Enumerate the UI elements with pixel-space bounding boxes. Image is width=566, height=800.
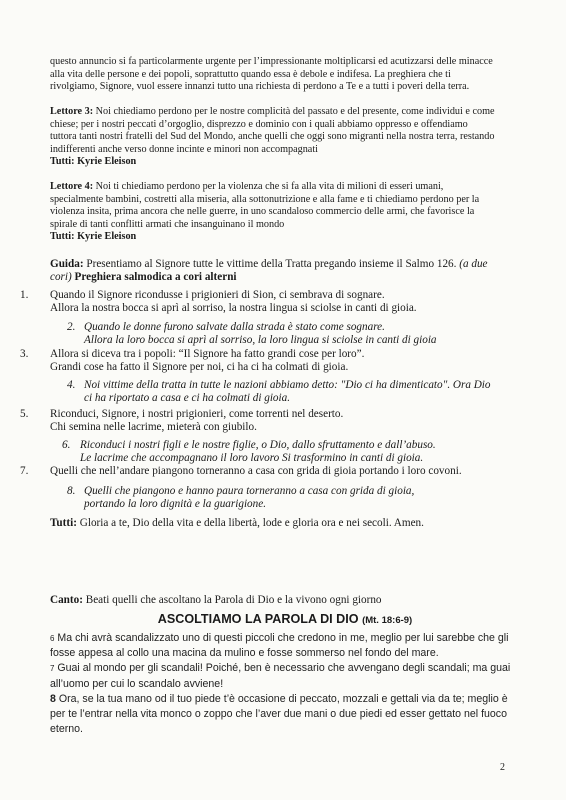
verse-line: Guai al mondo per gli scandali! Poiché, ben è necessario che avvengano degli scandali; ma guai [57,662,511,675]
psalm-number: 2. [67,321,76,333]
psalm-number: 3. [20,348,29,360]
psalm-line: Quando le donne furono salvate dalla strada è stato come sognare. [84,321,385,333]
verse-line: eterno. [50,723,83,736]
verse-number: 8 [50,692,56,705]
reader4-line: Noi ti chiediamo perdono per la violenza che si fa alla vita di milioni di esseri umani, [95,181,444,192]
reader4-label: Lettore 4: [50,181,94,192]
reader3-line: indifferenti anche verso donne incinte e minori non accompagnati [50,143,318,155]
psalm-line: Le lacrime che accompagnano il loro lavoro Si trasformino in canti di gioia. [80,452,424,464]
psalm-number: 7. [20,465,29,477]
song-text: Beati quelli che ascoltano la Parola di Dio e la vivono ogni giorno [85,594,382,606]
reader3-response: Tutti: Kyrie Eleison [50,156,137,168]
intro-line: rivolgiamo, Signore, vuol essere innanzi tutto una richiesta di perdono a Te e a tutti i poveri della terra. [50,81,470,93]
reader4-paragraph [50,181,518,244]
psalm-line: Chi semina nelle lacrime, mieterà con giubilo. [50,421,257,433]
psalm-verse [84,321,554,347]
song-line [50,594,520,607]
doxology-label: Tutti: [50,517,77,529]
reader4-line: spirale di tanti conflitti armati che insanguinano il mondo [50,218,285,230]
intro-paragraph [50,56,518,94]
verse-line: per te l’entrar nella vita monco o zoppo che l’aver due mani o due piedi ed esser gettato nel fuoco [50,708,507,721]
psalm-verse [84,379,524,405]
psalm-verse [50,408,520,434]
verse-line: Ma chi avrà scandalizzato uno di questi piccoli che credono in me, meglio per lui sarebbe che gli [57,632,509,644]
verse-line: all’uomo per cui lo scandalo avviene! [50,677,224,690]
doxology-text: Gloria a te, Dio della vita e della libertà, lode e gloria ora e nei secoli. Amen. [79,517,424,529]
psalm-number: 1. [20,289,29,301]
psalm-line: Noi vittime della tratta in tutte le nazioni abbiamo detto: "Dio ci ha dimenticato". Ora Dio [84,379,491,391]
psalm-verse [80,439,550,465]
reader3-line: chiese; per i nostri peccati d’orgoglio, disprezzo e dominio con i quali abbiamo oppresso e offendiamo [50,118,468,130]
verse-line: Ora, se la tua mano od il tuo piede t’è occasione di peccato, mozzali e gettali via da te; meglio è [58,692,508,705]
guide-text: Presentiamo al Signore tutte le vittime della Tratta pregando insieme il Salmo 126. [86,258,457,270]
psalm-number: 6. [62,439,71,451]
psalm-verse [50,289,520,315]
reader3-paragraph [50,106,518,169]
guide-heading: Preghiera salmodica a cori alterni [74,271,237,283]
psalm-number: 8. [67,485,76,497]
reader4-line: specialmente bambini, costretti alla miseria, alla sottonutrizione e alla fame e ti chiediamo perdono per la [50,193,480,205]
reader3-line: tuttora tanti nostri fratelli del Sud del Mondo, anche quelli che oggi sono migranti nella nostra terra, restando [50,131,495,143]
psalm-verse [84,485,554,511]
psalm-line: Allora la nostra bocca si aprì al sorriso, la nostra lingua si sciolse in canti di gioia. [50,302,417,314]
psalm-number: 5. [20,408,29,420]
psalm-line: Quando il Signore ricondusse i prigionieri di Sion, ci sembrava di sognare. [50,289,385,301]
psalm-line: ci ha riportato a casa e ci ha colmati di gioia. [84,392,291,404]
psalm-line: Riconduci, Signore, i nostri prigionieri, come torrenti nel deserto. [50,408,344,420]
reading-verses [50,631,520,737]
intro-line: questo annuncio si fa particolarmente urgente per l’impressionante moltiplicarsi ed acutizzarsi delle minacce [50,56,493,67]
guide-paragraph [50,258,520,284]
page-number: 2 [500,762,505,773]
reading-title [50,612,520,626]
verse-line: fosse appesa al collo una macina da mulino e fosse sommerso nel fondo del mare. [50,647,439,660]
psalm-line: Allora la loro bocca si aprì al sorriso, la loro lingua si sciolse in canti di gioia [84,334,437,346]
doxology [50,517,520,530]
psalm-line: Grandi cose ha fatto il Signore per noi, ci ha ci ha colmati di gioia. [50,361,349,373]
psalm-number: 4. [67,379,76,391]
guide-note: cori) [50,271,72,283]
psalm-verse [50,348,520,374]
guide-label: Guida: [50,258,84,270]
verse-number: 6 [50,634,55,643]
reader3-label: Lettore 3: [50,106,94,117]
reading-reference: (Mt. 18:6-9) [362,615,413,626]
guide-note: (a due [459,258,488,270]
psalm-verse [50,465,520,478]
psalm-line: Quelli che piangono e hanno paura torneranno a casa con grida di gioia, [84,485,415,497]
psalm-line: Quelli che nell’andare piangono torneranno a casa con grida di gioia portando i loro covoni. [50,465,462,477]
reading-title-text: ASCOLTIAMO LA PAROLA DI DIO [157,612,359,626]
intro-line: alla vita delle persone e dei popoli, soprattutto quando essa è debole e indifesa. La preghiera che ti [50,68,451,80]
psalm-line: Allora si diceva tra i popoli: “Il Signore ha fatto grandi cose per loro”. [50,348,365,360]
psalm-line: Riconduci i nostri figli e le nostre figlie, o Dio, dallo sfruttamento e dall’abuso. [80,439,436,451]
psalm-line: portando la loro dignità e la guarigione. [84,498,267,510]
reader4-line: violenza insita, prima ancora che nelle guerre, in uno scandaloso commercio delle armi, che favorisce la [50,206,475,218]
reader4-response: Tutti: Kyrie Eleison [50,231,137,243]
song-label: Canto: [50,594,83,606]
reader3-line: Noi chiediamo perdono per le nostre complicità del passato e del presente, come individui e come [95,106,495,117]
verse-number: 7 [50,664,55,674]
